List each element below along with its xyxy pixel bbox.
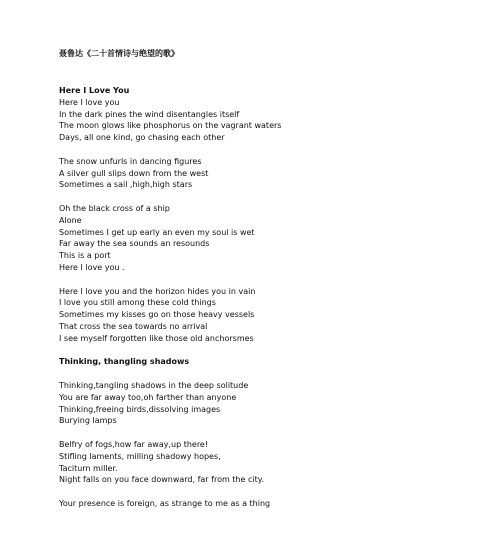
- poem-line: That cross the sea towards no arrival: [59, 321, 208, 331]
- poem-line: Taciturn miller.: [59, 463, 118, 473]
- stanza: [59, 498, 480, 510]
- poem-line: Here I love you: [59, 97, 120, 107]
- poem-line: Belfry of fogs,how far away,up there!: [59, 439, 209, 449]
- poem-line: Here I love you and the horizon hides you in vain: [59, 286, 256, 296]
- poem-line: Thinking,tangling shadows in the deep solitude: [59, 380, 249, 390]
- poem-line: Sometimes I get up early an even my soul is wet: [59, 227, 255, 237]
- poem-line: I see myself forgotten like those old anchorsmes: [59, 333, 254, 343]
- poem-line: Alone: [59, 215, 82, 225]
- stanza: [59, 380, 480, 427]
- stanza: [59, 439, 480, 486]
- poem-line: A silver gull slips down from the west: [59, 168, 209, 178]
- poem-line: Sometimes a sail ,high,high stars: [59, 180, 193, 190]
- poem-line: The snow unfurls in dancing figures: [59, 156, 202, 166]
- poem-line: Your presence is foreign, as strange to me as a thing: [59, 498, 271, 508]
- poem-line: This is a port: [59, 251, 111, 261]
- stanza: [59, 286, 480, 345]
- poem-line: In the dark pines the wind disentangles itself: [59, 109, 240, 119]
- stanza: [59, 97, 480, 144]
- poem-line: The moon glows like phosphorus on the vagrant waters: [59, 121, 282, 131]
- poem-heading: Here I Love You: [59, 86, 130, 95]
- document-page: [59, 48, 480, 521]
- poem-line: I love you still among these cold things: [59, 298, 216, 308]
- poem-line: Stifling laments, milling shadowy hopes,: [59, 451, 221, 461]
- poem-thinking-shadows: [59, 356, 480, 509]
- stanza: [59, 203, 480, 274]
- poem-line: Sometimes my kisses go on those heavy vessels: [59, 310, 255, 320]
- poem-line: Here I love you .: [59, 262, 125, 272]
- poem-line: Burying lamps: [59, 416, 117, 426]
- poem-line: Thinking,freeing birds,dissolving images: [59, 404, 221, 414]
- document-title: 聂鲁达《二十首情诗与绝望的歌》: [59, 49, 179, 58]
- poem-line: Night falls on you face downward, far from the city.: [59, 475, 264, 485]
- poem-line: Far away the sea sounds an resounds: [59, 239, 210, 249]
- poem-line: Oh the black cross of a ship: [59, 203, 170, 213]
- poem-line: You are far away too,oh farther than anyone: [59, 392, 237, 402]
- poem-heading: Thinking, thangling shadows: [59, 357, 190, 367]
- poem-line: Days, all one kind, go chasing each other: [59, 133, 225, 143]
- poem-here-i-love-you: [59, 85, 480, 345]
- stanza: [59, 156, 480, 191]
